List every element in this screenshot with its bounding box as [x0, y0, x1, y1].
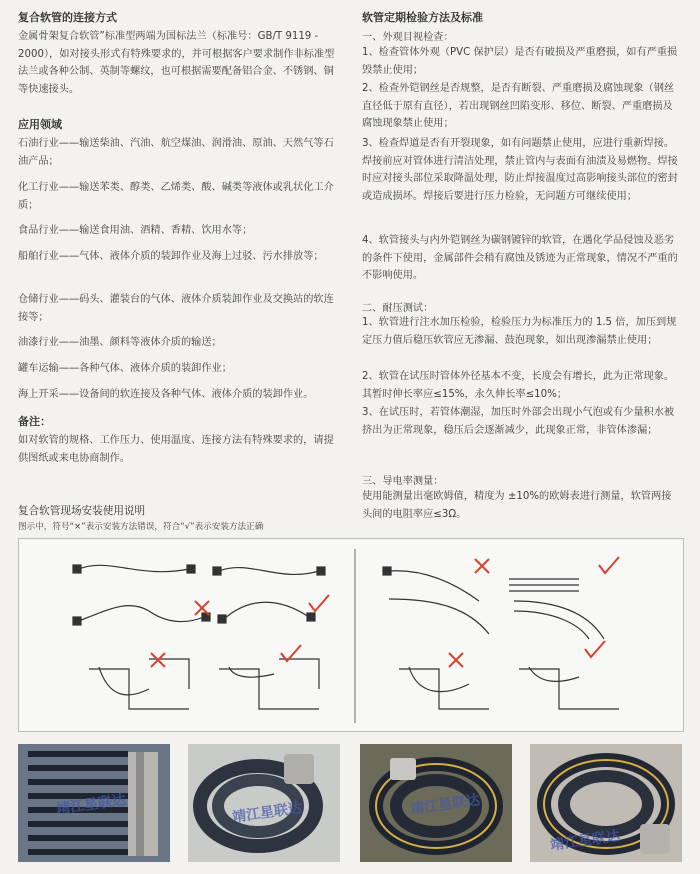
note-body: 如对软管的规格、工作压力、使用温度、连接方法有特殊要求的，请提供图纸或来电协商制作。 — [18, 435, 334, 464]
app-food: 食品行业——输送食用油、酒精、香精、饮用水等； — [18, 225, 253, 236]
connection-title: 复合软管的连接方式 — [18, 11, 117, 24]
app-petroleum: 石油行业——输送柴油、汽油、航空煤油、润滑油、原油、天然气等石油产品； — [18, 138, 334, 167]
flange-2 — [187, 565, 195, 573]
stacked-hoses — [509, 579, 579, 591]
installation-diagram-svg — [19, 539, 683, 731]
right-mark-3 — [599, 557, 619, 573]
applications-title: 应用领域 — [18, 118, 62, 131]
conductivity-body: 使用能测量出毫欧姆值，精度为 ±10%的欧姆表进行测量，软管两接头间的电阻率应≤3Ω。 — [362, 491, 672, 520]
pressure-test-2: 2、软管在试压时管体外径基本不变，长度会有增长，此为正常现象。其暂时伸长率应≤15%，永久伸长率≤10%； — [362, 371, 675, 400]
hose-right-1 — [219, 568, 319, 575]
watermark-3: 靖江星联达 — [409, 792, 481, 818]
wrong-mark-2 — [151, 653, 165, 667]
app-paint: 油漆行业——油墨、颜料等液体介质的输送； — [18, 337, 222, 348]
wrong-mark-3 — [475, 559, 489, 573]
visual-check-2: 2、检查外铠钢丝是否规整，是否有断裂、严重磨损及腐蚀现象（钢丝直径低于原有直径），若出现钢丝凹陷变形、移位、断裂、严重磨损及腐蚀现象禁止使用； — [362, 83, 675, 130]
photo-hose-coil-3 — [530, 744, 682, 862]
app-ship: 船舶行业——气体、液体介质的装卸作业及海上过驳、污水排放等； — [18, 251, 324, 262]
inspection-title: 软管定期检验方法及标准 — [362, 11, 483, 24]
bend-wrong — [389, 599, 489, 634]
install-title: 复合软管现场安装使用说明 — [18, 505, 146, 517]
watermark-4: 靖江星联达 — [549, 828, 621, 854]
installation-diagram — [18, 538, 684, 732]
bend-right-outer — [514, 601, 604, 639]
install-caption: 图示中，符号“×”表示安装方法错误，符合“√”表示安装方法正确 — [18, 522, 264, 532]
tank-wrong-outline — [89, 669, 189, 709]
bend-right-inner — [514, 611, 589, 639]
app-tanker: 罐车运输——各种气体、液体介质的装卸作业； — [18, 363, 232, 374]
hose-wrong-3 — [389, 571, 479, 601]
connection-body: 金属骨架复合软管”标准型两端为国标法兰（标准号：GB/T 9119 - 2000），如对接头形式有特殊要求的，并可根据客户要求制作非标准型法兰或各种公制、英制等螺纹，也可根据需要配备铝合金、不锈钢、铜等快速接头。 — [18, 31, 335, 95]
hose-right-2 — [224, 602, 309, 619]
right-mark-4 — [585, 641, 605, 657]
right-mark-1 — [309, 595, 329, 611]
watermark-2: 靖江星联达 — [231, 800, 303, 826]
flange-1 — [73, 565, 81, 573]
hose-wrong-2 — [79, 606, 204, 622]
visual-check-4: 4、软管接头与内外铠钢丝为碳钢镀锌的软管，在遇化学品侵蚀及恶劣的条件下使用，金属部件会稍有腐蚀及锈迹为正常现象，情况不严重的不影响使用。 — [362, 235, 678, 282]
app-offshore: 海上开采——设备间的软连接及各种气体、液体介质的装卸作业。 — [18, 389, 314, 400]
watermark-1: 靖江星联达 — [55, 792, 127, 818]
visual-check-3: 3、检查焊道是否有开裂现象，如有问题禁止使用，应进行重新焊接。焊接前应对管体进行清洁处理，禁止管内与表面有油渍及易燃物。焊接时应对接头部位采取降温处理，防止焊接温度过高影响接头部位的密封或造成损坏。焊接后要进行压力检验，无问题方可继续使用； — [362, 138, 678, 202]
photo-hose-coil-1 — [188, 744, 340, 862]
pressure-test-3: 3、在试压时，若管体潮湿，加压时外部会出现小气泡或有少量积水被挤出为正常现象，稳压后会逐渐减少，此现象正常，非管体渗漏； — [362, 407, 675, 436]
pressure-test-heading: 二、耐压测试： — [362, 303, 434, 314]
photo-hose-flanges — [18, 744, 170, 862]
hose-wrong-1 — [79, 565, 189, 571]
tank-right-2 — [519, 669, 619, 709]
note-title: 备注： — [18, 415, 51, 428]
conductivity-heading: 三、导电率测量： — [362, 476, 444, 487]
visual-check-1: 1、检查管体外观（PVC 保护层）是否有破损及严重磨损，如有严重损毁禁止使用； — [362, 47, 678, 76]
photo-hose-coil-2 — [360, 744, 512, 862]
pressure-test-1: 1、软管进行注水加压检验，检验压力为标准压力的 1.5 倍，加压到规定压力值后稳压软管应无渗漏、鼓泡现象，如出现渗漏禁止使用； — [362, 317, 677, 346]
wrong-mark-4 — [449, 653, 463, 667]
product-photos — [18, 744, 682, 862]
app-chemical: 化工行业——输送苯类、醇类、乙烯类、酸、碱类等液体或乳状化工介质； — [18, 182, 334, 211]
visual-check-heading: 一、外观目视检查： — [362, 32, 454, 43]
app-storage: 仓储行业——码头、灌装台的气体、液体介质装卸作业及交换站的软连接等； — [18, 294, 334, 323]
